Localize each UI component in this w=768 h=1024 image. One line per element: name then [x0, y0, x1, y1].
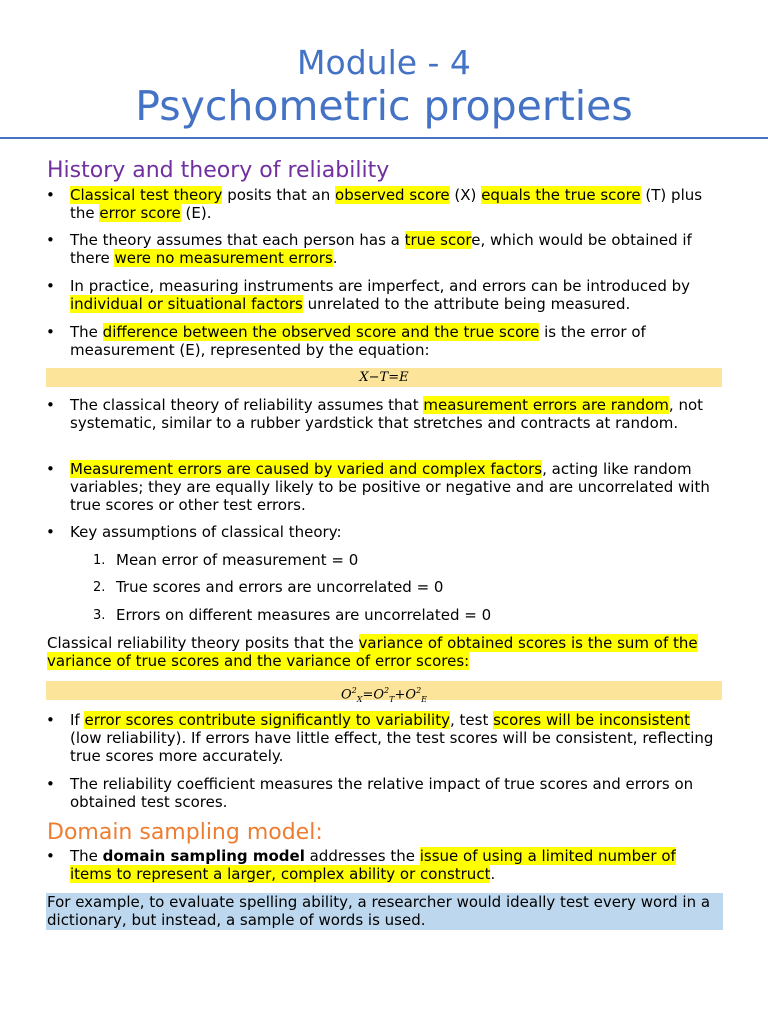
- numbered-item: [93, 606, 723, 624]
- numbered-item-text: True scores and errors are uncorrelated = 0: [116, 578, 444, 596]
- list-item-text: The reliability coefficient measures the relative impact of true scores and errors on obtained test scores.: [70, 775, 694, 811]
- highlight: true scor: [404, 231, 472, 249]
- section-heading-reliability: History and theory of reliability: [47, 158, 390, 183]
- title-divider: [0, 137, 768, 139]
- bullet-icon: •: [46, 711, 55, 729]
- page-title: Psychometric properties: [135, 82, 633, 130]
- list-item: [46, 323, 722, 359]
- list-item-text: The domain sampling model addresses the issue of using a limited number of items to represent a larger, complex ability or construct.: [70, 847, 676, 883]
- highlight: individual or situational factors: [70, 295, 303, 313]
- list-item-text: In practice, measuring instruments are imperfect, and errors can be introduced by individual or situational factors unrelated to the attribute being measured.: [70, 277, 691, 313]
- bullet-icon: •: [46, 460, 55, 478]
- list-item: [46, 231, 722, 267]
- equation-variance: $O^2_X=O^2_T+O^2_E$: [46, 681, 722, 700]
- list-item-text: The difference between the observed score and the true score is the error of measurement (E), represented by the equation:: [70, 323, 646, 359]
- list-item-text: The classical theory of reliability assumes that measurement errors are random, not systematic, similar to a rubber yardstick that stretches and contracts at random.: [70, 396, 704, 432]
- list-item-text: The theory assumes that each person has a true score, which would be obtained if there were no measurement errors.: [70, 231, 692, 267]
- item-number: 3.: [93, 608, 106, 623]
- section-heading-domain-sampling: Domain sampling model:: [47, 820, 323, 845]
- highlight: equals the true score: [481, 186, 641, 204]
- list-item: [46, 460, 722, 514]
- numbered-item-text: Errors on different measures are uncorrelated = 0: [116, 606, 492, 624]
- highlight: Classical test theory: [70, 186, 223, 204]
- bullet-icon: •: [46, 396, 55, 414]
- list-item-text: Classical test theory posits that an observed score (X) equals the true score (T) plus the error score (E).: [70, 186, 703, 222]
- highlight: error scores contribute significantly to variability: [84, 711, 450, 729]
- highlight: difference between the observed score and the true score: [102, 323, 540, 341]
- highlight: Measurement errors are caused by varied and complex factors: [70, 460, 543, 478]
- highlight: were no measurement errors: [114, 249, 333, 267]
- highlight: measurement errors are random: [423, 396, 669, 414]
- list-item: [46, 711, 722, 765]
- paragraph-variance: Classical reliability theory posits that the variance of obtained scores is the sum of the variance of true scores and the variance of error scores:: [47, 634, 698, 670]
- bullet-icon: •: [46, 323, 55, 341]
- list-item: [46, 523, 722, 541]
- numbered-item-text: Mean error of measurement = 0: [116, 551, 359, 569]
- item-number: 2.: [93, 580, 106, 595]
- highlight: scores will be inconsistent: [493, 711, 690, 729]
- numbered-item: [93, 551, 723, 569]
- bullet-icon: •: [46, 186, 55, 204]
- bullet-icon: •: [46, 847, 55, 865]
- highlight: variance of obtained scores is the sum of the variance of true scores and the variance of error scores:: [47, 634, 698, 670]
- bullet-icon: •: [46, 231, 55, 249]
- highlight: observed score: [335, 186, 450, 204]
- list-item: [46, 396, 722, 432]
- bullet-icon: •: [46, 277, 55, 295]
- bullet-icon: •: [46, 775, 55, 793]
- equation-error: X−T=E: [46, 368, 722, 387]
- list-item-text: Measurement errors are caused by varied and complex factors, acting like random variables; they are equally likely to be positive or negative and are uncorrelated with true scores or other test errors.: [70, 460, 710, 514]
- numbered-item: [93, 578, 723, 596]
- module-title: Module - 4: [297, 43, 471, 82]
- list-item-text: Key assumptions of classical theory:: [70, 523, 342, 541]
- bullet-icon: •: [46, 523, 55, 541]
- item-number: 1.: [93, 553, 106, 568]
- document-title: [0, 44, 768, 130]
- example-callout: For example, to evaluate spelling ability, a researcher would ideally test every word in a dictionary, but instead, a sample of words is used.: [46, 893, 723, 930]
- list-item: [46, 277, 722, 313]
- list-item: [46, 186, 722, 222]
- list-item: [46, 775, 722, 811]
- highlight: issue of using a limited number of items to represent a larger, complex ability or construct: [70, 847, 676, 883]
- highlight: error score: [99, 204, 181, 222]
- list-item: [46, 847, 722, 883]
- list-item-text: If error scores contribute significantly to variability, test scores will be inconsistent (low reliability). If errors have little effect, the test scores will be consistent, reflecting true scores more accurately.: [70, 711, 714, 765]
